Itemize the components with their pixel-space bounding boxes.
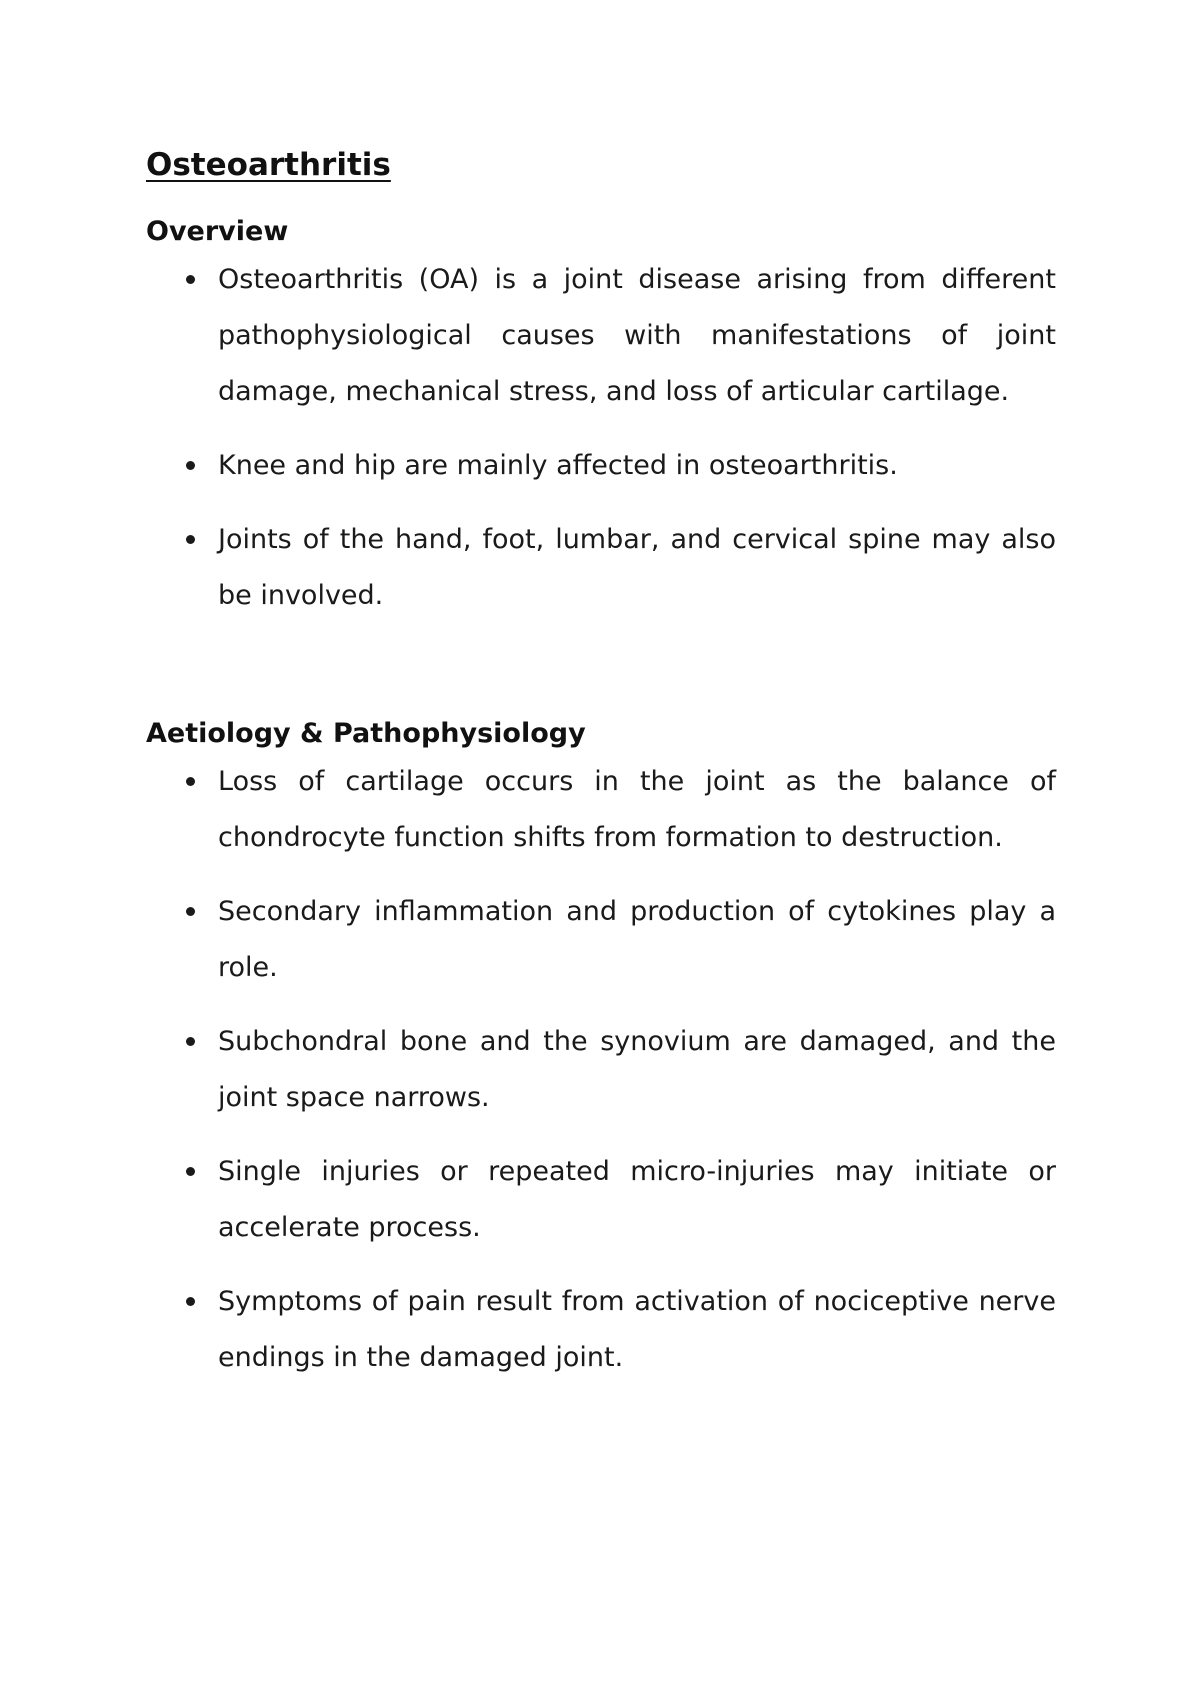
list-item-text: Single injuries or repeated micro-injuries may initiate or accelerate process. — [218, 1156, 1056, 1243]
overview-list — [146, 252, 1056, 624]
list-item — [146, 884, 1056, 996]
bullet-icon — [186, 1037, 195, 1046]
section-heading-overview: Overview — [146, 216, 289, 247]
list-item — [146, 1014, 1056, 1126]
section-heading-aetiology: Aetiology & Pathophysiology — [146, 718, 586, 749]
list-item-text: Symptoms of pain result from activation of nociceptive nerve endings in the damaged joint. — [218, 1286, 1056, 1373]
list-item — [146, 438, 1056, 494]
list-item — [146, 1144, 1056, 1256]
bullet-icon — [186, 907, 195, 916]
list-item-text: Secondary inflammation and production of cytokines play a role. — [218, 896, 1056, 983]
list-item — [146, 1274, 1056, 1386]
list-item — [146, 252, 1056, 420]
list-item-text: Knee and hip are mainly affected in osteoarthritis. — [218, 450, 898, 481]
list-item-text: Joints of the hand, foot, lumbar, and cervical spine may also be involved. — [218, 524, 1056, 611]
bullet-icon — [186, 461, 195, 470]
bullet-icon — [186, 1297, 195, 1306]
list-item-text: Subchondral bone and the synovium are damaged, and the joint space narrows. — [218, 1026, 1056, 1113]
bullet-icon — [186, 535, 195, 544]
document-page — [146, 140, 1056, 1386]
list-item — [146, 754, 1056, 866]
list-item — [146, 512, 1056, 624]
list-item-text: Osteoarthritis (OA) is a joint disease arising from different pathophysiological causes with manifestations of joint damage, mechanical stress, and loss of articular cartilage. — [218, 264, 1056, 407]
bullet-icon — [186, 777, 195, 786]
document-title: Osteoarthritis — [146, 147, 391, 183]
bullet-icon — [186, 275, 195, 284]
list-item-text: Loss of cartilage occurs in the joint as the balance of chondrocyte function shifts from formation to destruction. — [218, 766, 1056, 853]
aetiology-list — [146, 754, 1056, 1386]
bullet-icon — [186, 1167, 195, 1176]
